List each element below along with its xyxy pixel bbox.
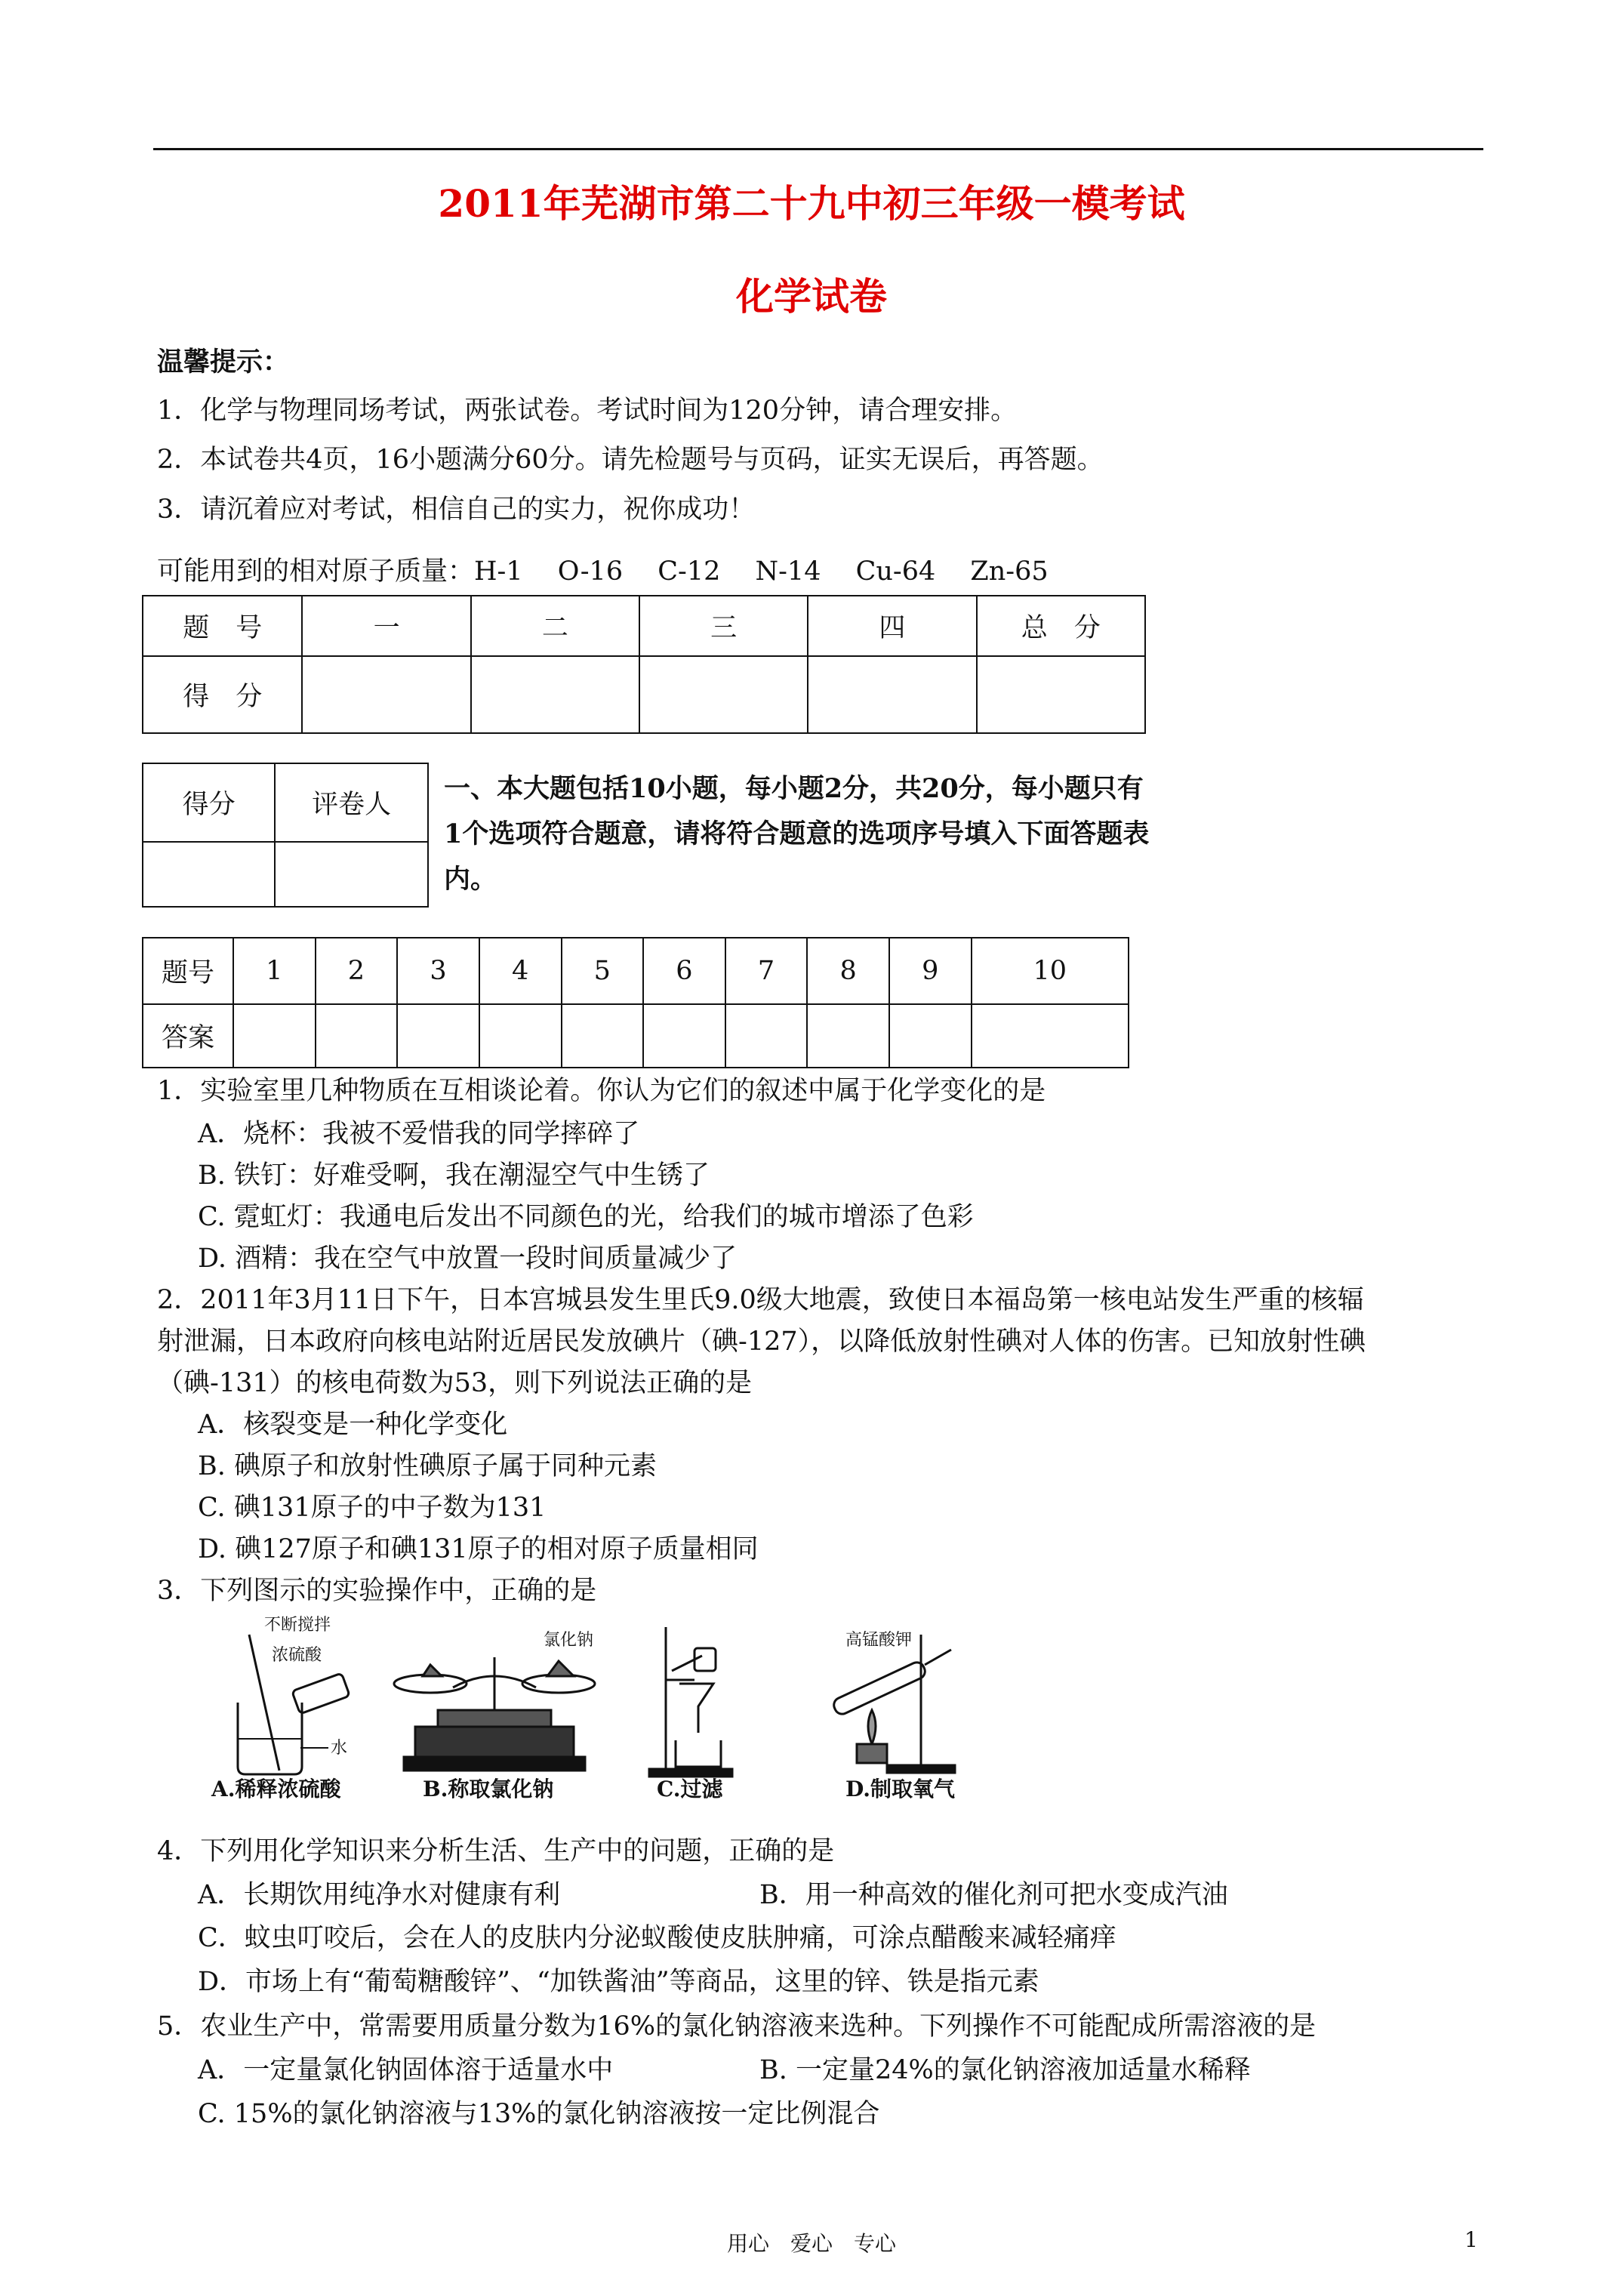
grader-cell: [275, 842, 428, 907]
option-b: B. 铁钉：好难受啊，我在潮湿空气中生锈了: [198, 1160, 710, 1191]
option-d: D. 酒精：我在空气中放置一段时间质量减少了: [198, 1244, 738, 1274]
option-d: D. 碘127原子和碘131原子的相对原子质量相同: [198, 1534, 759, 1564]
answer-cell: [807, 1004, 889, 1068]
tip-item: 1．化学与物理同场考试，两张试卷。考试时间为120分钟，请合理安排。: [157, 396, 1018, 426]
tip-item: 3．请沉着应对考试，相信自己的实力，祝你成功！: [157, 495, 756, 525]
score-cell: [302, 656, 470, 733]
answer-row-label: 答案: [143, 1004, 233, 1068]
answer-cell: [972, 1004, 1129, 1068]
answer-number: 4: [479, 938, 562, 1004]
label-water: 水: [331, 1739, 348, 1758]
section1-heading: 一、本大题包括10小题，每小题2分，共20分，每小题只有1个选项符合题意，请将符合题意的选项序号填入下面答题表内。: [444, 773, 1150, 895]
score-cell: [639, 656, 808, 733]
label-stir: 不断搅拌: [264, 1616, 331, 1635]
answer-number: 10: [972, 938, 1129, 1004]
answer-cell: [479, 1004, 562, 1068]
score-header: 二: [471, 596, 639, 656]
option-c: C. 15%的氯化钠溶液与13%的氯化钠溶液按一定比例混合: [198, 2099, 880, 2129]
answer-cell: [562, 1004, 644, 1068]
answer-number: 1: [233, 938, 316, 1004]
score-header: 总 分: [977, 596, 1145, 656]
answer-number: 2: [316, 938, 398, 1004]
option-a: A．一定量氯化钠固体溶于适量水中: [198, 2055, 614, 2085]
answer-number: 3: [397, 938, 479, 1004]
tips-heading: 温馨提示：: [157, 347, 290, 378]
question-stem: 1．实验室里几种物质在互相谈论着。你认为它们的叙述中属于化学变化的是: [157, 1076, 1046, 1106]
option-b: B．用一种高效的催化剂可把水变成汽油: [759, 1880, 1228, 1910]
answer-number: 9: [889, 938, 972, 1004]
answer-cell: [643, 1004, 725, 1068]
answer-table: [142, 937, 1129, 1068]
oxygen-apparatus-icon: [831, 1635, 955, 1773]
answer-row-label: 题号: [143, 938, 233, 1004]
caption-c: C.过滤: [657, 1777, 723, 1801]
score-cell: [808, 656, 976, 733]
answer-cell: [889, 1004, 972, 1068]
filter-stand-icon: [649, 1627, 732, 1777]
caption-a: A.稀释浓硫酸: [211, 1777, 341, 1801]
score-cell: [471, 656, 639, 733]
option-c: C．蚊虫叮咬后，会在人的皮肤内分泌蚁酸使皮肤肿痛，可涂点醋酸来减轻痛痒: [198, 1923, 1116, 1953]
page-number: 1: [1464, 2227, 1478, 2252]
footer-motto: 用心 爱心 专心: [726, 2231, 896, 2256]
answer-number: 7: [725, 938, 808, 1004]
caption-d: D.制取氧气: [845, 1777, 956, 1801]
top-rule: [153, 148, 1483, 150]
question-stem: 5．农业生产中，常需要用质量分数为16%的氯化钠溶液来选种。下列操作不可能配成所需溶液的是: [157, 2011, 1317, 2042]
grader-table: [142, 763, 429, 908]
grader-header: 评卷人: [275, 763, 428, 842]
answer-cell: [397, 1004, 479, 1068]
question-stem: （碘-131）的核电荷数为53，则下列说法正确的是: [157, 1368, 753, 1398]
score-cell: [977, 656, 1145, 733]
score-table: [142, 595, 1146, 734]
option-c: C. 霓虹灯：我通电后发出不同颜色的光，给我们的城市增添了色彩: [198, 1202, 974, 1232]
option-b: B. 一定量24%的氯化钠溶液加适量水稀释: [759, 2055, 1251, 2085]
grader-cell: [143, 842, 275, 907]
exam-subtitle: 化学试卷: [736, 274, 887, 319]
grader-header: 得分: [143, 763, 275, 842]
option-a: A．核裂变是一种化学变化: [198, 1410, 508, 1440]
exam-title: 2011年芜湖市第二十九中初三年级一模考试: [438, 181, 1185, 226]
question-stem: 4．下列用化学知识来分析生活、生产中的问题，正确的是: [157, 1836, 835, 1866]
option-c: C. 碘131原子的中子数为131: [198, 1493, 547, 1523]
caption-b: B.称取氯化钠: [423, 1777, 554, 1801]
answer-cell: [316, 1004, 398, 1068]
option-a: A．长期饮用纯净水对健康有利: [198, 1880, 561, 1910]
score-header: 三: [639, 596, 808, 656]
answer-cell: [233, 1004, 316, 1068]
answer-number: 8: [807, 938, 889, 1004]
answer-number: 5: [562, 938, 644, 1004]
option-b: B. 碘原子和放射性碘原子属于同种元素: [198, 1451, 657, 1481]
label-kmno4: 高锰酸钾: [845, 1631, 913, 1650]
option-a: A．烧杯：我被不爱惜我的同学摔碎了: [198, 1119, 640, 1149]
lab-operations-figure: [204, 1612, 1004, 1801]
atomic-masses: 可能用到的相对原子质量：H-1 O-16 C-12 N-14 Cu-64 Zn-65: [157, 556, 1049, 587]
score-row-label: 得 分: [143, 656, 302, 733]
balance-icon: [394, 1657, 595, 1771]
option-d: D．市场上有“葡萄糖酸锌”、“加铁酱油”等商品，这里的锌、铁是指元素: [198, 1967, 1039, 1997]
question-stem: 3．下列图示的实验操作中，正确的是: [157, 1576, 597, 1606]
score-header: 一: [302, 596, 470, 656]
answer-cell: [725, 1004, 808, 1068]
answer-number: 6: [643, 938, 725, 1004]
score-header: 题 号: [143, 596, 302, 656]
question-stem: 2．2011年3月11日下午，日本宫城县发生里氏9.0级大地震，致使日本福岛第一核电站发生严重的核辐: [157, 1285, 1364, 1315]
score-header: 四: [808, 596, 976, 656]
question-stem: 射泄漏，日本政府向核电站附近居民发放碘片（碘-127），以降低放射性碘对人体的伤害。已知放射性碘: [157, 1327, 1366, 1357]
label-acid: 浓硫酸: [272, 1646, 322, 1665]
label-nacl: 氯化钠: [544, 1631, 594, 1650]
tip-item: 2．本试卷共4页，16小题满分60分。请先检题号与页码，证实无误后，再答题。: [157, 445, 1104, 475]
